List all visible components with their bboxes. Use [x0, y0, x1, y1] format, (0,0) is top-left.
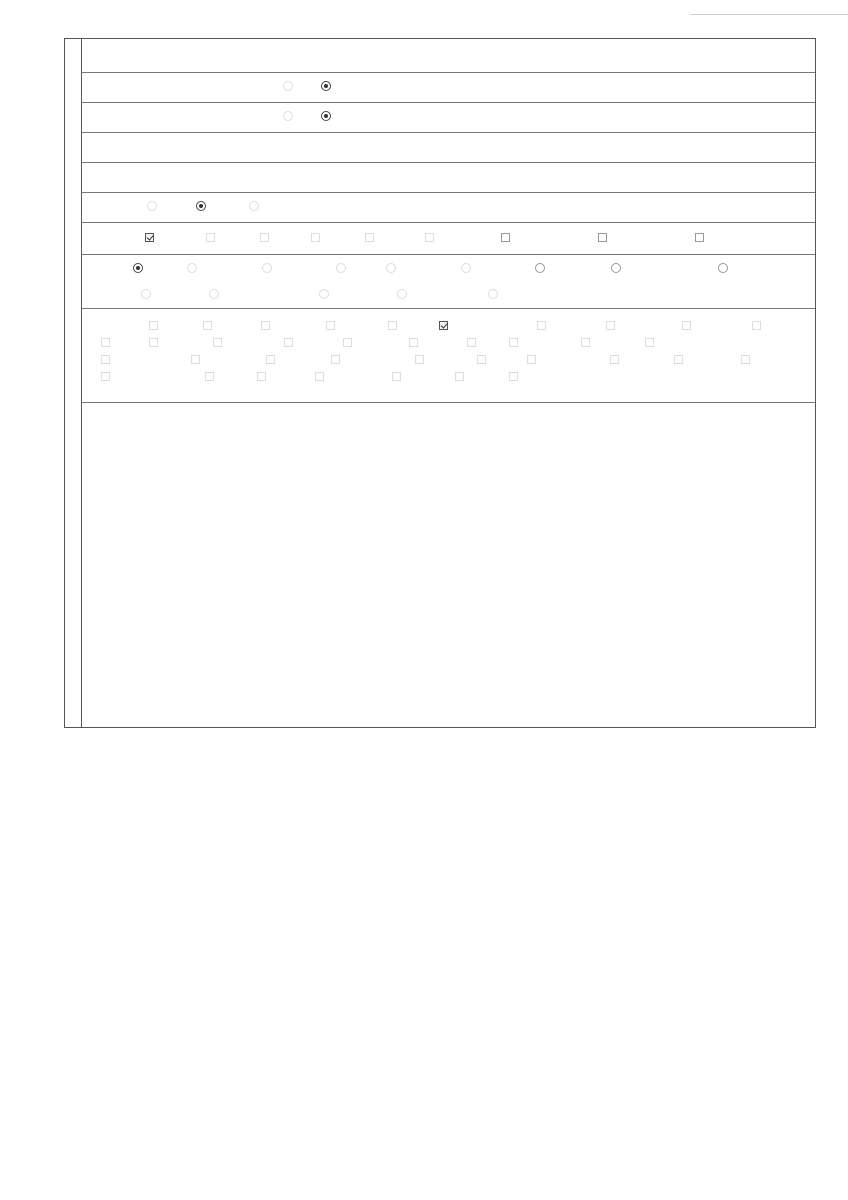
target-women-option[interactable] [311, 233, 324, 242]
checkbox-icon[interactable] [261, 321, 270, 330]
checkbox-icon[interactable] [581, 338, 590, 347]
field-ecology-option[interactable] [535, 263, 549, 273]
checkbox-icon[interactable] [101, 338, 110, 347]
field-poverty-option[interactable] [209, 289, 223, 299]
area-option[interactable] [213, 338, 226, 347]
checkbox-icon[interactable] [741, 355, 750, 364]
area-option[interactable] [266, 355, 279, 364]
area-option[interactable] [101, 338, 114, 347]
area-option[interactable] [149, 321, 162, 330]
introduction-row [81, 403, 815, 727]
target-disabled-option[interactable] [365, 233, 378, 242]
checkbox-checked-icon[interactable] [439, 321, 448, 330]
area-option[interactable] [527, 355, 540, 364]
radio-icon[interactable] [461, 263, 471, 273]
mode-mixed-option[interactable] [249, 201, 263, 211]
expense-row [81, 163, 815, 193]
checkbox-icon[interactable] [101, 355, 110, 364]
area-option[interactable] [392, 372, 405, 381]
field-disaster-relief-option[interactable] [141, 289, 155, 299]
field-policy-option[interactable] [718, 263, 732, 273]
checkbox-icon[interactable] [645, 338, 654, 347]
radio-icon[interactable] [141, 289, 151, 299]
area-option[interactable] [191, 355, 204, 364]
checkbox-icon[interactable] [752, 321, 761, 330]
area-option[interactable] [645, 338, 658, 347]
field-sports-option[interactable] [336, 263, 350, 273]
service-fields-row [81, 255, 815, 309]
area-option[interactable] [537, 321, 550, 330]
checkbox-icon[interactable] [260, 233, 269, 242]
fundraising-yes-option[interactable] [283, 81, 297, 91]
area-option[interactable] [509, 338, 522, 347]
target-other-option[interactable] [695, 233, 708, 242]
checkbox-icon[interactable] [205, 372, 214, 381]
area-option[interactable] [331, 355, 344, 364]
audit-no-option[interactable] [321, 111, 335, 121]
area-option[interactable] [741, 355, 754, 364]
target-elderly-option[interactable] [260, 233, 273, 242]
area-option[interactable] [257, 372, 270, 381]
area-option[interactable] [315, 372, 328, 381]
area-option[interactable] [203, 321, 216, 330]
operation-mode-row [81, 193, 815, 223]
page-edge [690, 0, 848, 15]
field-social-service-option[interactable] [461, 263, 475, 273]
radio-icon[interactable] [249, 201, 259, 211]
checkbox-icon[interactable] [206, 233, 215, 242]
field-volunteer-option[interactable] [319, 289, 333, 299]
checkbox-icon[interactable] [455, 372, 464, 381]
audit-yes-option[interactable] [283, 111, 297, 121]
project-name-row [81, 39, 815, 73]
service-areas-row [81, 309, 815, 403]
radio-selected-icon[interactable] [321, 81, 331, 91]
area-option[interactable] [326, 321, 339, 330]
radio-icon[interactable] [147, 201, 157, 211]
target-children-option[interactable] [206, 233, 219, 242]
mode-operation-option[interactable] [196, 201, 210, 211]
checkbox-icon[interactable] [527, 355, 536, 364]
radio-icon[interactable] [319, 289, 329, 299]
radio-icon[interactable] [283, 111, 293, 121]
checkbox-icon[interactable] [101, 372, 110, 381]
area-option[interactable] [343, 338, 356, 347]
checkbox-icon[interactable] [467, 338, 476, 347]
income-row [81, 133, 815, 163]
checkbox-icon[interactable] [213, 338, 222, 347]
form-content [81, 39, 815, 727]
field-education-option[interactable] [133, 263, 147, 273]
area-option[interactable] [610, 355, 623, 364]
area-option[interactable] [149, 338, 162, 347]
radio-selected-icon[interactable] [321, 111, 331, 121]
target-all-option[interactable] [145, 233, 158, 242]
radio-selected-icon[interactable] [133, 263, 143, 273]
field-law-option[interactable] [611, 263, 625, 273]
checkbox-icon[interactable] [257, 372, 266, 381]
target-special-group-option[interactable] [501, 233, 514, 242]
checkbox-icon[interactable] [501, 233, 510, 242]
checkbox-icon[interactable] [365, 233, 374, 242]
area-option[interactable] [752, 321, 765, 330]
checkbox-icon[interactable] [203, 321, 212, 330]
field-public-welfare-option[interactable] [397, 289, 411, 299]
fundraising-no-option[interactable] [321, 81, 335, 91]
checkbox-icon[interactable] [343, 338, 352, 347]
radio-icon[interactable] [283, 81, 293, 91]
radio-icon[interactable] [535, 263, 545, 273]
field-science-research-option[interactable] [386, 263, 400, 273]
field-other-option[interactable] [488, 289, 502, 299]
checkbox-icon[interactable] [537, 321, 546, 330]
area-option[interactable] [455, 372, 468, 381]
checkbox-icon[interactable] [509, 372, 518, 381]
radio-icon[interactable] [718, 263, 728, 273]
checkbox-icon[interactable] [415, 355, 424, 364]
radio-icon[interactable] [488, 289, 498, 299]
radio-icon[interactable] [397, 289, 407, 299]
checkbox-icon[interactable] [509, 338, 518, 347]
checkbox-icon[interactable] [695, 233, 704, 242]
checkbox-icon[interactable] [331, 355, 340, 364]
checkbox-icon[interactable] [315, 372, 324, 381]
radio-selected-icon[interactable] [196, 201, 206, 211]
service-targets-row [81, 223, 815, 255]
checkbox-icon[interactable] [392, 372, 401, 381]
checkbox-icon[interactable] [266, 355, 275, 364]
checkbox-icon[interactable] [610, 355, 619, 364]
checkbox-icon[interactable] [598, 233, 607, 242]
checkbox-icon[interactable] [409, 338, 418, 347]
checkbox-icon[interactable] [284, 338, 293, 347]
radio-icon[interactable] [336, 263, 346, 273]
checkbox-icon[interactable] [191, 355, 200, 364]
area-option[interactable] [284, 338, 297, 347]
checkbox-icon[interactable] [326, 321, 335, 330]
project-form-table [64, 38, 816, 728]
checkbox-icon[interactable] [149, 321, 158, 330]
radio-icon[interactable] [209, 289, 219, 299]
field-culture-art-option[interactable] [262, 263, 276, 273]
area-option[interactable] [388, 321, 401, 330]
area-option[interactable] [409, 338, 422, 347]
area-option[interactable] [581, 338, 594, 347]
target-minorities-option[interactable] [425, 233, 438, 242]
checkbox-icon[interactable] [682, 321, 691, 330]
area-option[interactable] [101, 372, 114, 381]
special-audit-row [81, 103, 815, 133]
area-option[interactable] [477, 355, 490, 364]
radio-icon[interactable] [386, 263, 396, 273]
radio-icon[interactable] [187, 263, 197, 273]
field-medical-option[interactable] [187, 263, 201, 273]
checkbox-icon[interactable] [311, 233, 320, 242]
checkbox-checked-icon[interactable] [145, 233, 154, 242]
area-option[interactable] [439, 321, 452, 330]
area-option[interactable] [261, 321, 274, 330]
area-option[interactable] [606, 321, 619, 330]
area-option[interactable] [467, 338, 480, 347]
target-disease-group-option[interactable] [598, 233, 611, 242]
mode-funding-option[interactable] [147, 201, 161, 211]
checkbox-icon[interactable] [477, 355, 486, 364]
row-index-column [65, 39, 82, 727]
area-option[interactable] [415, 355, 428, 364]
checkbox-icon[interactable] [149, 338, 158, 347]
radio-icon[interactable] [262, 263, 272, 273]
radio-icon[interactable] [611, 263, 621, 273]
checkbox-icon[interactable] [425, 233, 434, 242]
checkbox-icon[interactable] [388, 321, 397, 330]
area-option[interactable] [101, 355, 114, 364]
area-option[interactable] [205, 372, 218, 381]
checkbox-icon[interactable] [674, 355, 683, 364]
public-fundraising-row [81, 73, 815, 103]
area-option[interactable] [682, 321, 695, 330]
checkbox-icon[interactable] [606, 321, 615, 330]
area-option[interactable] [509, 372, 522, 381]
area-option[interactable] [674, 355, 687, 364]
